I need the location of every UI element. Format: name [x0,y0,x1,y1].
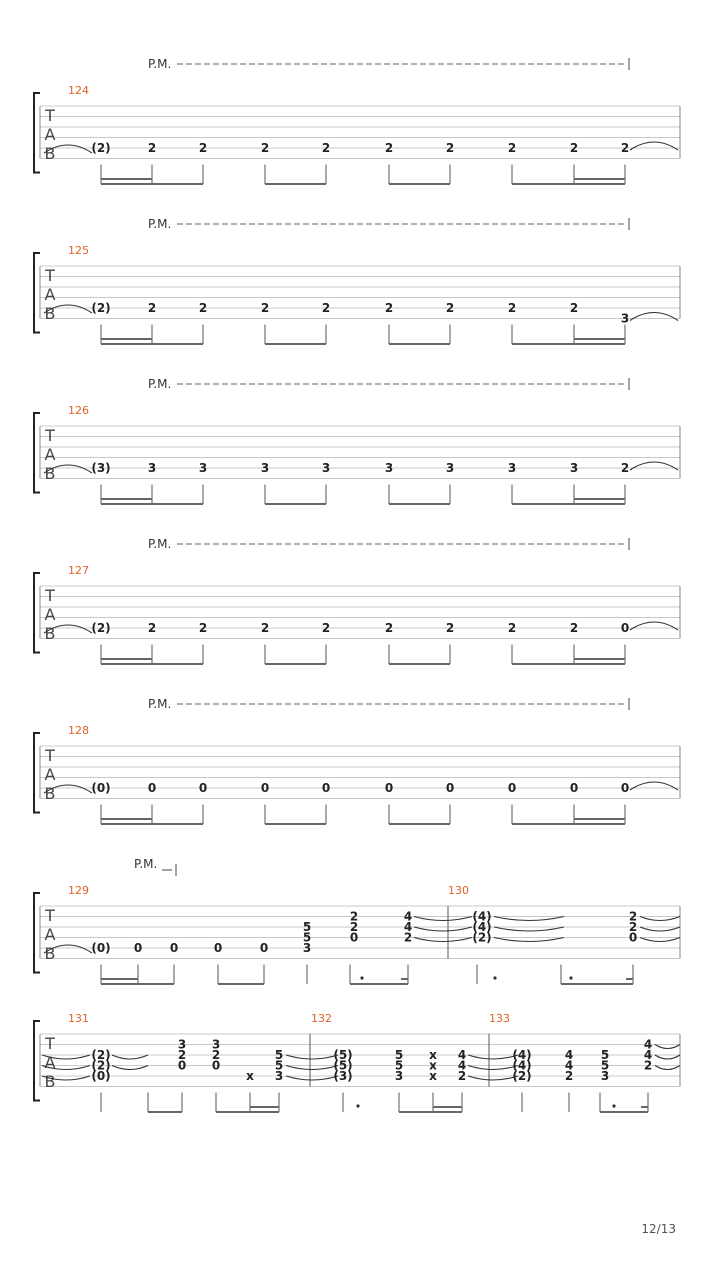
beam [265,503,326,505]
outgoing-tie [630,782,678,790]
chord-tie [640,938,680,942]
fret-number: 2 [445,141,455,155]
fret-number: 2 [349,920,359,934]
measure-number: 128 [68,724,89,737]
fret-number: 3 [177,1037,187,1052]
chord-tie [286,1076,338,1080]
system-bracket [34,1021,40,1101]
fret-number: 3 [394,1069,404,1083]
palm-mute-label: P.M. [148,537,172,551]
tab-clef-t: T [45,106,55,125]
tab-clef-b: B [44,1072,56,1091]
fret-number: 3 [260,461,270,475]
fret-number: 2 [620,461,630,475]
fret-number: 2 [321,621,331,635]
fret-number: (5) [333,1058,353,1073]
tab-clef-t: T [45,426,55,445]
secondary-beam [574,338,625,340]
fret-number: 0 [260,781,270,795]
secondary-beam [626,978,633,980]
system-bracket [34,253,40,333]
fret-number: 2 [260,301,270,315]
tab-clef-a: A [44,285,56,304]
measure-number: 132 [311,1012,332,1025]
dot [493,976,496,979]
chord-tie [494,938,564,942]
fret-number: 5 [600,1058,610,1073]
fret-number: 0 [259,941,269,955]
fret-number: 2 [628,909,638,924]
fret-number: 5 [302,920,312,934]
outgoing-tie [630,462,678,470]
tab-clef-a: A [44,1053,56,1072]
fret-number: 2 [384,301,394,315]
chord-tie [640,927,680,931]
fret-number: 2 [260,621,270,635]
palm-mute-label: P.M. [148,377,172,391]
beam [512,663,625,665]
measure-number: 126 [68,404,89,417]
fret-number: 3 [620,311,630,326]
fret-number: 0 [211,1058,221,1073]
measure-number: 125 [68,244,89,257]
fret-number: 0 [133,941,143,955]
outgoing-tie [630,313,678,321]
fret-number: (0) [91,941,111,955]
fret-number: 0 [507,781,517,795]
fret-number: 4 [564,1058,574,1073]
fret-number: 0 [620,621,630,635]
measure-number: 131 [68,1012,89,1025]
fret-number: (2) [472,930,492,945]
fret-number: x [246,1069,254,1083]
measure-number: 133 [489,1012,510,1025]
tab-clef-b: B [44,944,56,963]
fret-number: 2 [211,1048,221,1062]
beam [512,183,625,185]
fret-number: 2 [403,930,413,945]
beam [389,663,450,665]
fret-number: 0 [628,930,638,945]
beam [101,983,174,985]
tab-clef-t: T [45,906,55,925]
fret-number: 2 [198,301,208,315]
palm-mute-label: P.M. [148,697,172,711]
fret-number: 0 [349,930,359,945]
dot [360,976,363,979]
fret-number: 2 [147,621,157,635]
secondary-beam [574,498,625,500]
fret-number: x [429,1058,437,1073]
system-bracket [34,93,40,173]
beam [101,823,203,825]
fret-number: 0 [177,1058,187,1073]
chord-tie [655,1066,680,1070]
fret-number: 2 [147,301,157,315]
fret-number: (2) [91,301,111,315]
fret-number: 5 [600,1048,610,1062]
palm-mute-label: P.M. [148,217,172,231]
secondary-beam [250,1106,279,1108]
fret-number: (3) [91,461,111,475]
fret-number: 2 [569,141,579,155]
fret-number: 0 [569,781,579,795]
fret-number: 0 [198,781,208,795]
fret-number: 2 [445,621,455,635]
fret-number: 2 [643,1058,653,1073]
fret-number: 2 [177,1048,187,1062]
fret-number: 4 [457,1058,467,1073]
fret-number: (2) [91,621,111,635]
fret-number: 3 [445,461,455,475]
fret-number: 2 [628,920,638,934]
beam [265,343,326,345]
fret-number: 0 [169,941,179,955]
tab-clef-t: T [45,746,55,765]
chord-tie [655,1045,680,1049]
tab-clef-a: A [44,125,56,144]
fret-number: (4) [512,1058,532,1073]
measure-number: 129 [68,884,89,897]
fret-number: (5) [333,1048,353,1062]
dot [569,976,572,979]
fret-number: (4) [512,1048,532,1062]
fret-number: (2) [91,1058,111,1073]
fret-number: 2 [445,301,455,315]
fret-number: 2 [321,141,331,155]
fret-number: 3 [211,1037,221,1052]
beam [389,183,450,185]
fret-number: (2) [512,1069,532,1083]
fret-number: 2 [321,301,331,315]
beam [350,983,408,985]
chord-tie [414,927,472,931]
measure-number: 127 [68,564,89,577]
palm-mute-label: P.M. [148,57,172,71]
fret-number: x [429,1048,437,1062]
beam [512,503,625,505]
fret-number: 4 [643,1048,653,1062]
tab-clef-b: B [44,144,56,163]
secondary-beam [101,498,152,500]
tab-clef-b: B [44,624,56,643]
fret-number: 2 [507,301,517,315]
fret-number: 4 [457,1048,467,1062]
fret-number: 2 [507,141,517,155]
beam [512,343,625,345]
fret-number: 0 [321,781,331,795]
fret-number: 0 [384,781,394,795]
chord-tie [640,917,680,921]
tab-clef-t: T [45,1034,55,1053]
secondary-beam [641,1106,648,1108]
beam [265,183,326,185]
secondary-beam [574,818,625,820]
secondary-beam [101,338,152,340]
fret-number: 2 [507,621,517,635]
tab-clef-a: A [44,765,56,784]
fret-number: 3 [147,461,157,475]
fret-number: 5 [274,1058,284,1073]
tab-clef-a: A [44,605,56,624]
beam [399,1111,462,1113]
beam [101,663,203,665]
fret-number: 2 [569,301,579,315]
chord-tie [655,1055,680,1059]
fret-number: 0 [147,781,157,795]
fret-number: 2 [457,1069,467,1083]
fret-number: (4) [472,920,492,934]
tab-clef-t: T [45,586,55,605]
fret-number: 5 [302,930,312,945]
beam [265,823,326,825]
secondary-beam [101,978,138,980]
tab-clef-a: A [44,445,56,464]
fret-number: 5 [274,1048,284,1062]
beam [101,343,203,345]
fret-number: (2) [91,1048,111,1062]
chord-tie [286,1066,338,1070]
system-bracket [34,733,40,813]
fret-number: 3 [384,461,394,475]
tab-clef-b: B [44,464,56,483]
fret-number: (0) [91,1069,111,1083]
fret-number: 5 [394,1048,404,1062]
beam [148,1111,182,1113]
fret-number: 2 [349,909,359,924]
fret-number: 3 [600,1069,610,1083]
beam [600,1111,648,1113]
fret-number: (4) [472,909,492,924]
chord-tie [494,927,564,931]
beam [389,343,450,345]
chord-tie [468,1055,518,1059]
fret-number: (2) [91,141,111,155]
measure-number: 130 [448,884,469,897]
fret-number: 4 [403,909,413,924]
tab-clef-t: T [45,266,55,285]
fret-number: 2 [564,1069,574,1083]
fret-number: 4 [403,920,413,934]
secondary-beam [433,1106,462,1108]
fret-number: (0) [91,781,111,795]
system-bracket [34,573,40,653]
secondary-beam [101,178,152,180]
beam [101,183,203,185]
secondary-beam [101,818,152,820]
beam [561,983,633,985]
chord-tie [494,917,564,921]
secondary-beam [101,658,152,660]
fret-number: 3 [569,461,579,475]
fret-number: 0 [445,781,455,795]
beam [389,823,450,825]
fret-number: 3 [302,941,312,955]
fret-number: 0 [213,941,223,955]
beam [218,983,264,985]
chord-tie [468,1076,518,1080]
beam [389,503,450,505]
chord-tie [414,917,472,921]
measure-number: 124 [68,84,89,97]
fret-number: 2 [198,141,208,155]
tab-clef-a: A [44,925,56,944]
fret-number: 2 [147,141,157,155]
chord-tie [468,1066,518,1070]
fret-number: 3 [507,461,517,475]
fret-number: 3 [274,1069,284,1083]
fret-number: 5 [394,1058,404,1073]
fret-number: 2 [569,621,579,635]
fret-number: 4 [643,1037,653,1052]
beam [101,503,203,505]
tab-clef-b: B [44,304,56,323]
chord-tie [414,938,472,942]
palm-mute-label: P.M. [134,857,158,871]
tab-clef-b: B [44,784,56,803]
beam [216,1111,279,1113]
beam [512,823,625,825]
fret-number: 2 [620,141,630,155]
fret-number: x [429,1069,437,1083]
fret-number: 2 [384,621,394,635]
fret-number: 3 [198,461,208,475]
outgoing-tie [630,622,678,630]
dot [356,1104,359,1107]
fret-number: 4 [564,1048,574,1062]
fret-number: 2 [260,141,270,155]
beam [265,663,326,665]
page-number: 12/13 [641,1222,676,1236]
fret-number: (3) [333,1069,353,1083]
fret-number: 0 [620,781,630,795]
secondary-beam [574,658,625,660]
chord-tie [112,1066,148,1070]
chord-tie [112,1055,148,1059]
system-bracket [34,413,40,493]
dot [612,1104,615,1107]
outgoing-tie [630,142,678,150]
secondary-beam [401,978,408,980]
fret-number: 2 [198,621,208,635]
fret-number: 2 [384,141,394,155]
chord-tie [286,1055,338,1059]
secondary-beam [574,178,625,180]
system-bracket [34,893,40,973]
fret-number: 3 [321,461,331,475]
